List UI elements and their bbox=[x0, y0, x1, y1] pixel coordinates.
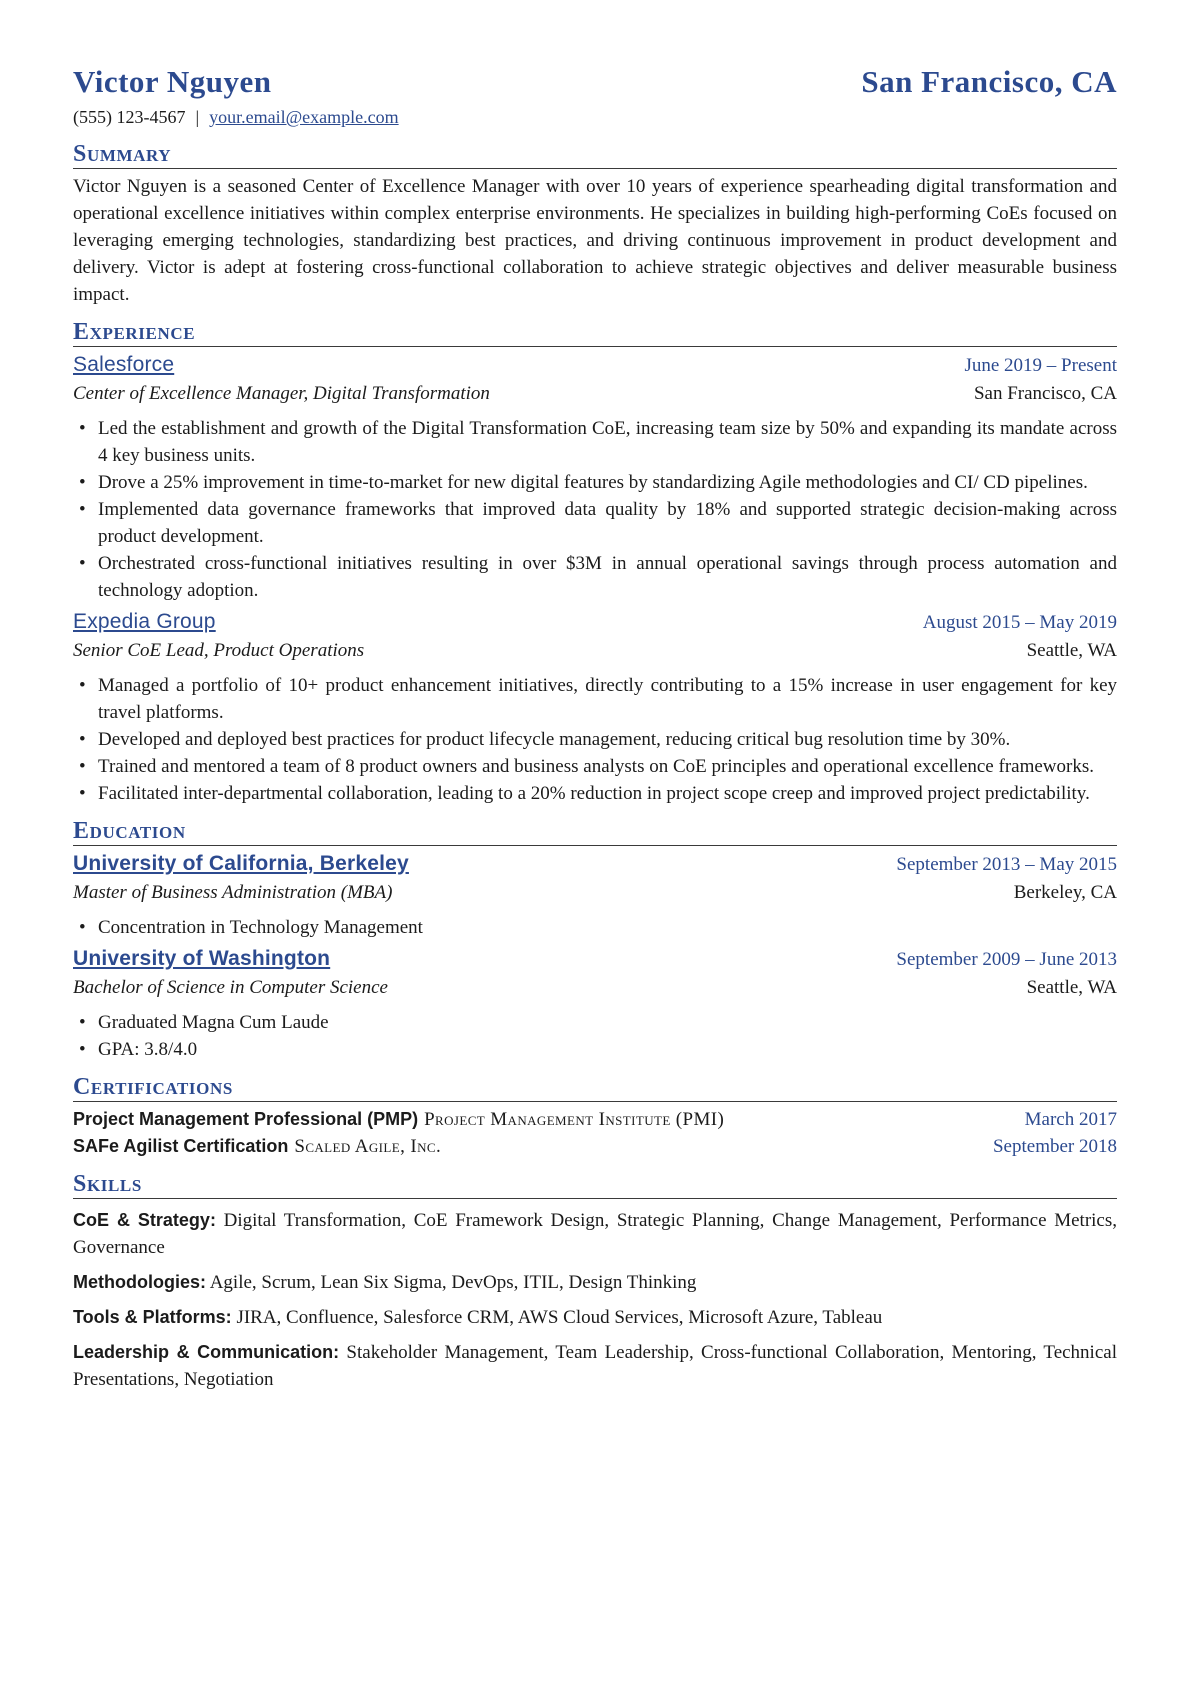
phone-number: (555) 123-4567 bbox=[73, 107, 186, 127]
employment-dates: June 2019 – Present bbox=[964, 355, 1117, 376]
education-entry-washington bbox=[73, 945, 1117, 1063]
study-dates: September 2009 – June 2013 bbox=[896, 949, 1117, 970]
skill-row bbox=[73, 1207, 1117, 1261]
skill-category: CoE & Strategy: bbox=[73, 1210, 216, 1230]
section-title-education: Education bbox=[73, 817, 1117, 846]
list-item: • Graduated Magna Cum Laude bbox=[73, 1009, 1117, 1036]
list-item: • Orchestrated cross-functional initiatives resulting in over $3M in annual operational savings through process automation and technology adoption. bbox=[73, 550, 1117, 604]
certification-item bbox=[73, 1106, 1117, 1133]
section-title-certifications: Certifications bbox=[73, 1073, 1117, 1102]
certification-issuer: Project Management Institute (PMI) bbox=[424, 1109, 725, 1130]
school-link[interactable]: University of Washington bbox=[73, 947, 331, 970]
certification-name: SAFe Agilist Certification bbox=[73, 1136, 289, 1156]
degree: Bachelor of Science in Computer Science bbox=[73, 977, 388, 998]
school-link[interactable]: University of California, Berkeley bbox=[73, 852, 409, 875]
contact-line bbox=[73, 104, 1117, 130]
certification-list bbox=[73, 1106, 1117, 1160]
certification-issuer: Scaled Agile, Inc. bbox=[294, 1136, 442, 1157]
experience-entry-salesforce bbox=[73, 351, 1117, 604]
header-location: San Francisco, CA bbox=[861, 64, 1117, 99]
section-title-skills: Skills bbox=[73, 1170, 1117, 1199]
achievement-list bbox=[73, 415, 1117, 604]
job-location: San Francisco, CA bbox=[973, 383, 1117, 404]
skill-values: Stakeholder Management, Team Leadership, Cross-functional Collaboration, Mentoring, Technical Presentations, Negotiation bbox=[73, 1342, 1117, 1390]
skill-category: Leadership & Communication: bbox=[73, 1342, 340, 1362]
skill-category: Methodologies: bbox=[73, 1272, 206, 1292]
skill-values: JIRA, Confluence, Salesforce CRM, AWS Cloud Services, Microsoft Azure, Tableau bbox=[236, 1307, 883, 1328]
job-location: Seattle, WA bbox=[1026, 640, 1117, 661]
certification-item bbox=[73, 1133, 1117, 1160]
skill-category: Tools & Platforms: bbox=[73, 1307, 232, 1327]
list-item: • GPA: 3.8/4.0 bbox=[73, 1036, 1117, 1063]
list-item: • Developed and deployed best practices for product lifecycle management, reducing critical bug resolution time by 30%. bbox=[73, 726, 1117, 753]
company-link[interactable]: Salesforce bbox=[73, 353, 175, 376]
certification-date: September 2018 bbox=[992, 1136, 1117, 1157]
certification-date: March 2017 bbox=[1024, 1109, 1117, 1130]
school-location: Seattle, WA bbox=[1026, 977, 1117, 998]
skill-row bbox=[73, 1339, 1117, 1393]
education-details bbox=[73, 1009, 1117, 1063]
list-item: • Implemented data governance frameworks that improved data quality by 18% and supported strategic decision-making across product development. bbox=[73, 496, 1117, 550]
degree: Master of Business Administration (MBA) bbox=[73, 882, 393, 903]
job-title: Senior CoE Lead, Product Operations bbox=[73, 640, 365, 661]
summary-text: Victor Nguyen is a seasoned Center of Excellence Manager with over 10 years of experience spearheading digital transformation and operational excellence initiatives within complex enterprise environments. He specializes in building high-performing CoEs focused on leveraging emerging technologies, standardizing best practices, and driving continuous improvement in product development and delivery. Victor is adept at fostering cross-functional collaboration to achieve strategic objectives and deliver measurable business impact. bbox=[73, 176, 1117, 305]
achievement-list bbox=[73, 672, 1117, 807]
list-item: • Led the establishment and growth of the Digital Transformation CoE, increasing team size by 50% and expanding its mandate across 4 key business units. bbox=[73, 415, 1117, 469]
certification-name: Project Management Professional (PMP) bbox=[73, 1109, 419, 1129]
company-link[interactable]: Expedia Group bbox=[73, 610, 216, 633]
school-location: Berkeley, CA bbox=[1013, 882, 1117, 903]
education-entry-berkeley bbox=[73, 850, 1117, 941]
header bbox=[73, 62, 1117, 102]
contact-separator: | bbox=[195, 107, 200, 127]
candidate-name: Victor Nguyen bbox=[73, 64, 272, 99]
skill-row bbox=[73, 1269, 1117, 1296]
email-link[interactable]: your.email@example.com bbox=[209, 107, 399, 127]
experience-entry-expedia bbox=[73, 608, 1117, 807]
skill-values: Agile, Scrum, Lean Six Sigma, DevOps, ITIL, Design Thinking bbox=[209, 1272, 697, 1293]
list-item: • Facilitated inter-departmental collaboration, leading to a 20% reduction in project scope creep and improved project predictability. bbox=[73, 780, 1117, 807]
section-title-experience: Experience bbox=[73, 318, 1117, 347]
study-dates: September 2013 – May 2015 bbox=[896, 854, 1117, 875]
skill-values: Digital Transformation, CoE Framework Design, Strategic Planning, Change Management, Performance Metrics, Governance bbox=[73, 1210, 1118, 1258]
list-item: • Trained and mentored a team of 8 product owners and business analysts on CoE principles and operational excellence frameworks. bbox=[73, 753, 1117, 780]
list-item: • Managed a portfolio of 10+ product enhancement initiatives, directly contributing to a 15% increase in user engagement for key travel platforms. bbox=[73, 672, 1117, 726]
section-title-summary: Summary bbox=[73, 140, 1117, 169]
education-details bbox=[73, 914, 1117, 941]
job-title: Center of Excellence Manager, Digital Transformation bbox=[73, 383, 490, 404]
list-item: • Drove a 25% improvement in time-to-market for new digital features by standardizing Agile methodologies and CI/ CD pipelines. bbox=[73, 469, 1117, 496]
skills-list bbox=[73, 1207, 1117, 1393]
list-item: • Concentration in Technology Management bbox=[73, 914, 1117, 941]
employment-dates: August 2015 – May 2019 bbox=[922, 612, 1117, 633]
skill-row bbox=[73, 1304, 1117, 1331]
